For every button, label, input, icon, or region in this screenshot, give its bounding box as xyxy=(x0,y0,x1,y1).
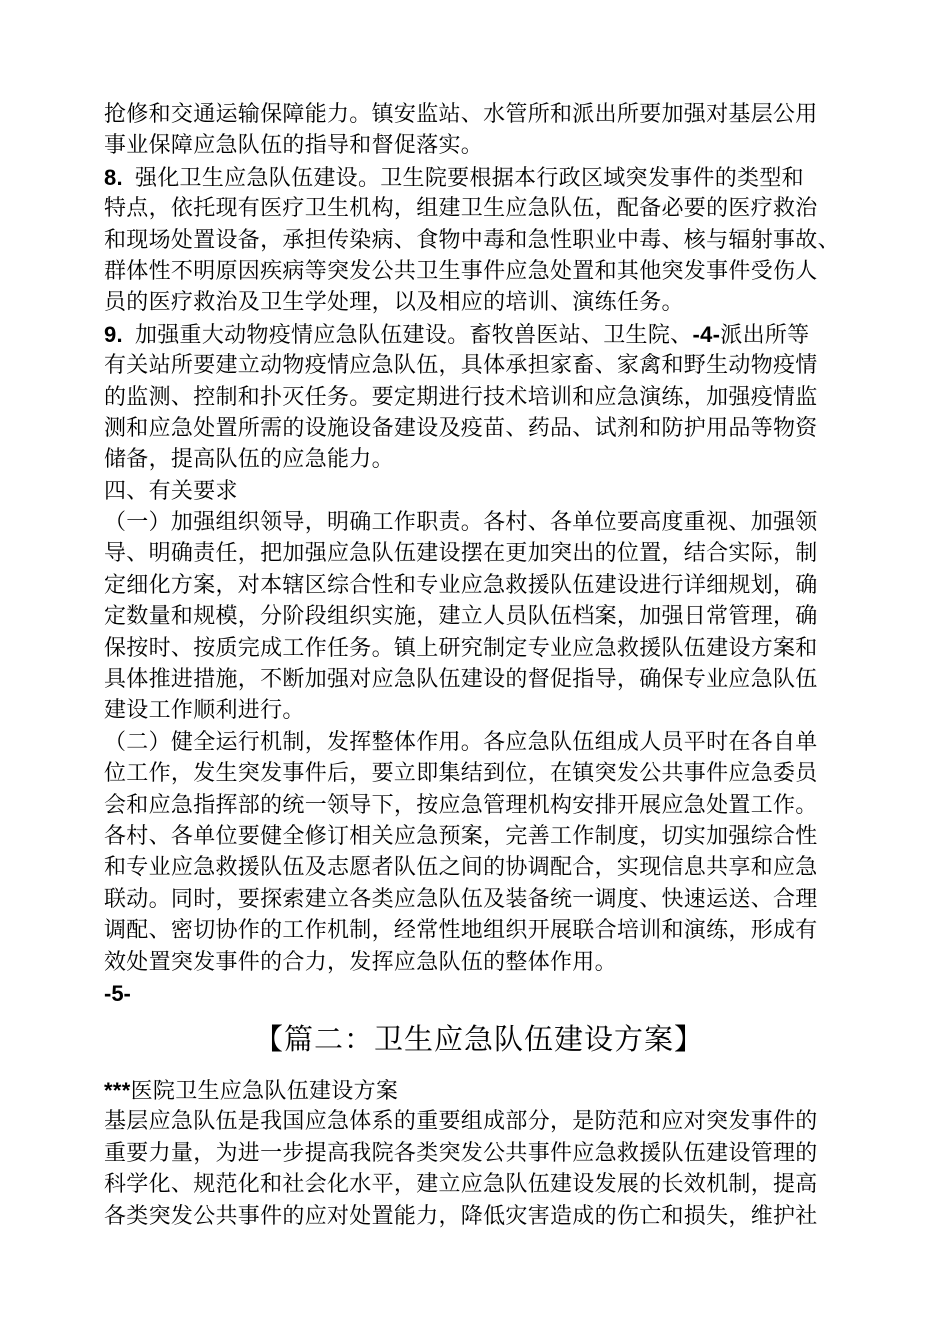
item-text: 加强重大动物疫情应急队伍建设。畜牧兽医站、卫生院、 xyxy=(134,322,693,348)
text-line: 抢修和交通运输保障能力。镇安监站、水管所和派出所要加强对基层公用 xyxy=(104,102,818,127)
paragraph-2 xyxy=(104,727,854,978)
paragraph-3 xyxy=(104,1106,854,1232)
text-line: 测和应急处置所需的设施设备建设及疫苗、药品、试剂和防护用品等物资 xyxy=(104,415,818,441)
text-line: 定数量和规模，分阶段组织实施，建立人员队伍档案，加强日常管理，确 xyxy=(104,604,818,630)
text-line: 会和应急指挥部的统一领导下，按应急管理机构安排开展应急处置工作。 xyxy=(104,792,818,818)
text-line xyxy=(104,319,854,350)
item-8 xyxy=(104,162,854,319)
text-line: 具体推进措施，不断加强对应急队伍建设的督促指导，确保专业应急队伍 xyxy=(104,667,818,693)
text-line: 群体性不明原因疾病等突发公共卫生事件应急处置和其他突发事件受伤人 xyxy=(104,258,818,284)
text-line: 和专业应急救援队伍及志愿者队伍之间的协调配合，实现信息共享和应急 xyxy=(104,855,818,881)
text-line: 导、明确责任，把加强应急队伍建设摆在更加突出的位置，结合实际，制 xyxy=(104,541,818,567)
text-line: 事业保障应急队伍的指导和督促落实。 xyxy=(104,133,484,159)
document-subtitle xyxy=(104,1075,854,1106)
document-page xyxy=(104,99,854,1232)
subtitle-text: 医院卫生应急队伍建设方案 xyxy=(130,1078,399,1104)
inline-page-mark: -4- xyxy=(692,321,721,347)
text-line: 储备，提高队伍的应急能力。 xyxy=(104,447,394,473)
text-line: 的监测、控制和扑灭任务。要定期进行技术培训和应急演练，加强疫情监 xyxy=(104,384,818,410)
text-line: 和现场处置设备，承担传染病、食物中毒和急性职业中毒、核与辐射事故、 xyxy=(104,227,840,253)
item-text: 强化卫生应急队伍建设。卫生院要根据本行政区域突发事件的类型和 xyxy=(134,165,804,191)
text-line: 建设工作顺利进行。 xyxy=(104,698,305,724)
text-line: 特点，依托现有医疗卫生机构，组建卫生应急队伍，配备必要的医疗救治 xyxy=(104,196,818,222)
text-line: 保按时、按质完成工作任务。镇上研究制定专业应急救援队伍建设方案和 xyxy=(104,635,818,661)
text-line: 调配、密切协作的工作机制，经常性地组织开展联合培训和演练，形成有 xyxy=(104,918,818,944)
item-text: 派出所等 xyxy=(720,322,810,348)
item-9 xyxy=(104,319,854,476)
text-line: （二）健全运行机制，发挥整体作用。各应急队伍组成人员平时在各自单 xyxy=(104,729,818,755)
text-line: 位工作，发生突发事件后，要立即集结到位，在镇突发公共事件应急委员 xyxy=(104,761,818,787)
text-line: 效处置突发事件的合力，发挥应急队伍的整体作用。 xyxy=(104,949,617,975)
page-number: -5- xyxy=(104,980,131,1006)
text-line: 定细化方案，对本辖区综合性和专业应急救援队伍建设进行详细规划，确 xyxy=(104,572,818,598)
text-line: 员的医疗救治及卫生学处理，以及相应的培训、演练任务。 xyxy=(104,290,684,316)
subtitle-stars: *** xyxy=(104,1077,131,1103)
text-line: 科学化、规范化和社会化水平，建立应急队伍建设发展的长效机制，提高 xyxy=(104,1172,818,1198)
item-number: 8. xyxy=(104,164,123,190)
text-line: 各村、各单位要健全修订相关应急预案，完善工作制度，切实加强综合性 xyxy=(104,823,818,849)
text-line: 各类突发公共事件的应对处置能力，降低灾害造成的伤亡和损失，维护社 xyxy=(104,1203,818,1229)
text-line: 联动。同时，要探索建立各类应急队伍及装备统一调度、快速运送、合理 xyxy=(104,886,818,912)
section-heading: 【篇二：卫生应急队伍建设方案】 xyxy=(253,1021,704,1056)
text-line: 重要力量，为进一步提高我院各类突发公共事件应急救援队伍建设管理的 xyxy=(104,1140,818,1166)
item-number: 9. xyxy=(104,321,123,347)
text-line: （一）加强组织领导，明确工作职责。各村、各单位要高度重视、加强领 xyxy=(104,510,818,536)
text-line xyxy=(104,162,854,193)
paragraph-1 xyxy=(104,507,854,727)
text-line: 基层应急队伍是我国应急体系的重要组成部分，是防范和应对突发事件的 xyxy=(104,1109,818,1135)
paragraph-continuation xyxy=(104,99,854,162)
text-line: 有关站所要建立动物疫情应急队伍，具体承担家畜、家禽和野生动物疫情 xyxy=(104,353,818,379)
section-title: 四、有关要求 xyxy=(104,478,238,504)
